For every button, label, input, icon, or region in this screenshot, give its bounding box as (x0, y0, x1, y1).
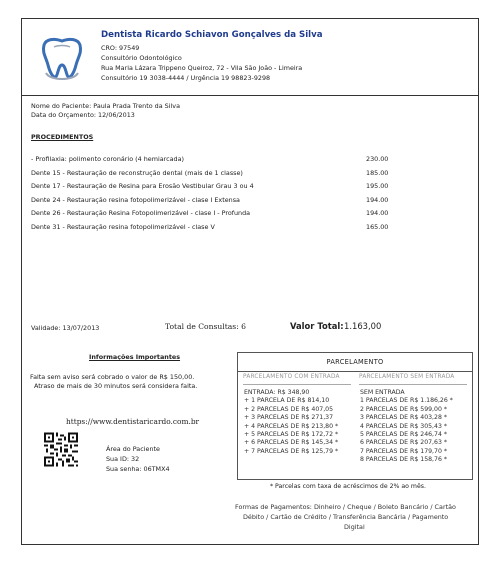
installment-option: SEM ENTRADA (360, 389, 405, 396)
header-divider (359, 384, 467, 385)
tooth-logo-icon (38, 35, 86, 81)
header-divider (243, 384, 351, 385)
procedure-value: 230.00 (366, 155, 389, 163)
clinic-cro: CRO: 97549 (101, 44, 140, 52)
clinic-specialty: Consultório Odontológico (101, 54, 182, 62)
clinic-name: Dentista Ricardo Schiavon Gonçalves da Silva (101, 30, 323, 40)
procedure-value: 185.00 (366, 169, 389, 177)
budget-date: Data do Orçamento: 12/06/2013 (31, 111, 135, 119)
procedure-value: 195.00 (366, 182, 389, 190)
installment-option: 5 PARCELAS DE R$ 246,74 * (360, 431, 447, 439)
procedure-value: 194.00 (366, 196, 389, 204)
installment-option: 2 PARCELAS DE R$ 599,00 * (360, 405, 447, 413)
installment-option: 7 PARCELAS DE R$ 179,70 * (360, 447, 447, 455)
installment-option: ENTRADA: R$ 348,90 (244, 389, 310, 396)
installments-footnote: * Parcelas com taxa de acréscimos de 2% ao mês. (270, 483, 426, 490)
no-entry-header: PARCELAMENTO SEM ENTRADA (359, 374, 455, 380)
with-entry-header: PARCELAMENTO COM ENTRADA (243, 374, 340, 380)
installment-option: + 6 PARCELAS DE R$ 145,34 * (244, 439, 339, 447)
installment-option: + 3 PARCELAS DE R$ 271,37 (244, 414, 334, 422)
with-entry-list (244, 389, 338, 456)
installment-option: + 5 PARCELAS DE R$ 172,72 * (244, 431, 339, 439)
clinic-address: Rua Maria Lázara Trippeno Queiroz, 72 - Vila São João - Limeira (101, 64, 303, 72)
installment-option: + 4 PARCELAS DE R$ 213,80 * (244, 422, 339, 430)
qr-code-icon (44, 431, 78, 468)
patient-area-password: Sua senha: 06TMX4 (106, 465, 170, 473)
consultations-total: Total de Consultas: 6 (165, 322, 247, 331)
procedure-desc: Dente 17 - Restauração de Resina para Erosão Vestibular Grau 3 ou 4 (31, 182, 254, 190)
installment-option: 8 PARCELAS DE R$ 158,76 * (360, 456, 447, 464)
payment-methods-line: Digital (344, 523, 365, 531)
procedure-desc: Dente 15 - Restauração de reconstrução dental (mais de 1 classe) (31, 169, 243, 177)
no-entry-list (360, 389, 453, 465)
payment-methods-line: Formas de Pagamentos: Dinheiro / Cheque / Boleto Bancário / Cartão (235, 503, 456, 511)
procedure-desc: Dente 24 - Restauração resina fotopolimerizável - clase I Extensa (31, 196, 240, 204)
installment-option: 6 PARCELAS DE R$ 207,63 * (360, 439, 447, 447)
procedure-value: 194.00 (366, 209, 389, 217)
installment-option: + 2 PARCELAS DE R$ 407,05 (244, 405, 334, 413)
payment-methods-line: Débito / Cartão de Crédito / Transferência Bancária / Pagamento (243, 513, 449, 521)
procedure-desc: Dente 31 - Restauração resina fotopolimerizável - clase V (31, 223, 215, 231)
procedure-value: 165.00 (366, 223, 389, 231)
patient-area-id: Sua ID: 32 (106, 455, 140, 463)
clinic-phones: Consultório 19 3038-4444 / Urgência 19 98823-9298 (101, 74, 271, 82)
total-label: Valor Total: (290, 321, 344, 331)
clinic-header (22, 19, 478, 96)
total-value: 1.163,00 (344, 321, 382, 331)
info-line-delay: Atraso de mais de 30 minutos será considera falta. (34, 382, 198, 390)
patient-name: Nome do Paciente: Paula Prada Trento da Silva (31, 102, 180, 110)
installment-option: + 7 PARCELAS DE R$ 125,79 * (244, 447, 339, 455)
info-line-absence: Falta sem aviso será cobrado o valor de R$ 150,00. (30, 373, 195, 381)
installment-option: 4 PARCELAS DE R$ 305,43 * (360, 422, 447, 430)
validity: Validade: 13/07/2013 (31, 324, 100, 332)
installments-title: PARCELAMENTO (238, 353, 472, 372)
installment-option: 1 PARCELAS DE R$ 1.186,26 * (360, 397, 453, 405)
budget-document (21, 18, 479, 545)
procedure-desc: Dente 26 - Restauração Resina Fotopolimerizável - clase I - Profunda (31, 209, 251, 217)
patient-area-title: Área do Paciente (106, 445, 160, 453)
procedure-desc: - Profilaxia: polimento coronário (4 hemiarcada) (31, 155, 185, 163)
installment-option: 3 PARCELAS DE R$ 403,28 * (360, 414, 447, 422)
procedures-title: PROCEDIMENTOS (31, 133, 94, 141)
website-link[interactable]: https://www.dentistaricardo.com.br (66, 417, 200, 426)
installments-panel (237, 352, 473, 480)
installment-option: + 1 PARCELA DE R$ 814,10 (244, 397, 330, 405)
info-title: Informações Importantes (89, 353, 181, 361)
